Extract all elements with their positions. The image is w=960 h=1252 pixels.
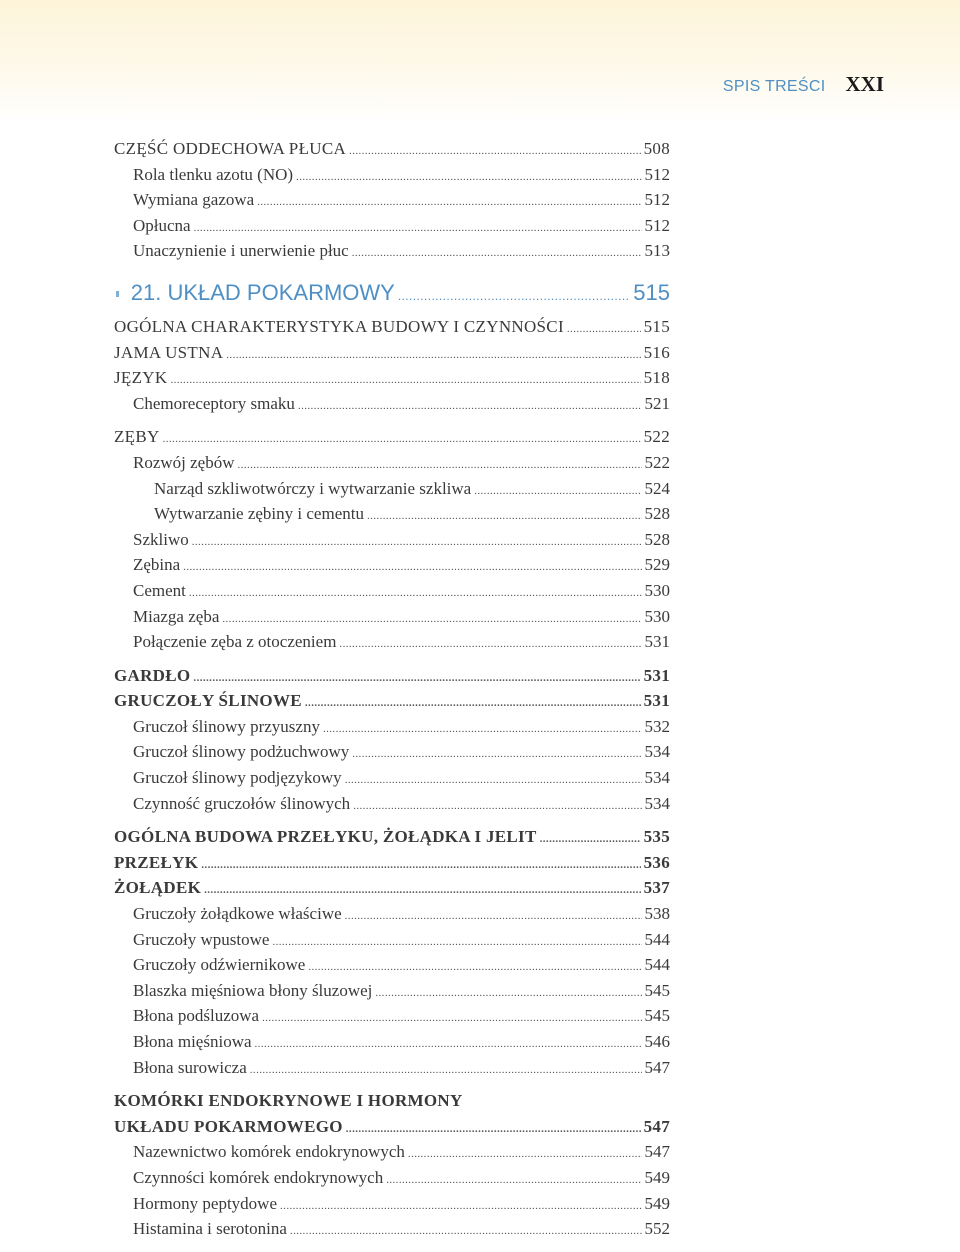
toc-entry-title: Hormony peptydowe bbox=[133, 1193, 278, 1213]
toc-entry-page: 534 bbox=[644, 793, 670, 813]
toc-dot-leader bbox=[567, 317, 641, 343]
toc-entry-page: 534 bbox=[644, 768, 670, 788]
toc-dot-leader bbox=[349, 139, 641, 165]
toc-entry-title: Unaczynienie i unerwienie płuc bbox=[133, 241, 349, 261]
toc-entry bbox=[114, 365, 670, 391]
page-number: XXI bbox=[845, 72, 884, 96]
toc-entry bbox=[114, 1139, 670, 1165]
running-header bbox=[723, 72, 884, 97]
toc-entry bbox=[114, 238, 670, 264]
toc-entry-title: Wytwarzanie zębiny i cementu bbox=[154, 504, 364, 524]
toc-entry bbox=[114, 791, 670, 817]
toc-entry bbox=[114, 450, 670, 476]
toc-entry-page: 515 bbox=[643, 316, 670, 336]
toc-entry-page: 512 bbox=[644, 190, 670, 210]
toc-entry-page: 547 bbox=[644, 1142, 670, 1162]
toc-dot-leader bbox=[345, 904, 642, 930]
toc-entry-title: Gruczoł ślinowy przyuszny bbox=[133, 716, 320, 736]
toc-entry bbox=[114, 952, 670, 978]
toc-entry-page: 513 bbox=[644, 241, 670, 261]
toc-entry-title: GRUCZOŁY ŚLINOWE bbox=[114, 691, 302, 711]
toc-entry-title: UKŁADU POKARMOWEGO bbox=[114, 1116, 343, 1136]
toc-entry bbox=[114, 424, 670, 450]
toc-entry-title: Gruczoły odźwiernikowe bbox=[133, 955, 306, 975]
toc-entry bbox=[114, 1029, 670, 1055]
toc-entry bbox=[114, 501, 670, 527]
toc-dot-leader bbox=[183, 555, 641, 581]
toc-entry bbox=[114, 1165, 670, 1191]
toc-dot-leader bbox=[386, 1168, 641, 1194]
toc-dot-leader bbox=[367, 504, 642, 530]
toc-dot-leader bbox=[189, 581, 642, 607]
toc-dot-leader bbox=[375, 981, 641, 1007]
toc-dot-leader bbox=[323, 717, 642, 743]
toc-dot-leader bbox=[262, 1006, 641, 1032]
toc-entry bbox=[114, 527, 670, 553]
toc-dot-leader bbox=[290, 1219, 642, 1245]
toc-entry-page: 508 bbox=[643, 139, 670, 158]
toc-entry-page: 538 bbox=[644, 904, 670, 924]
toc-entry-page: 549 bbox=[644, 1167, 670, 1187]
toc-entry-title: Błona podśluzowa bbox=[133, 1006, 260, 1026]
toc-entry-page: 528 bbox=[644, 504, 670, 524]
toc-entry-page: 521 bbox=[644, 393, 670, 413]
toc-entry-page: 547 bbox=[643, 1116, 670, 1136]
header-band bbox=[0, 0, 960, 124]
toc-entry-page: 544 bbox=[644, 955, 670, 975]
toc-entry-page: 522 bbox=[643, 427, 670, 447]
toc-entry-title: Wymiana gazowa bbox=[133, 190, 255, 210]
toc-entry bbox=[114, 213, 670, 239]
toc-entry bbox=[114, 1088, 670, 1114]
toc-entry-page: 516 bbox=[643, 342, 670, 362]
toc-entry-title: JĘZYK bbox=[114, 368, 168, 388]
toc-entry-title: Chemoreceptory smaku bbox=[133, 393, 295, 413]
toc-entry-page: 512 bbox=[644, 164, 670, 184]
toc-entry bbox=[114, 765, 670, 791]
toc-entry-page: 549 bbox=[644, 1193, 670, 1213]
toc-dot-leader bbox=[398, 277, 630, 315]
toc-entry bbox=[114, 1191, 670, 1217]
toc-dot-leader bbox=[280, 1194, 641, 1220]
toc-entry bbox=[114, 136, 670, 162]
toc-entry-title: Zębina bbox=[133, 555, 181, 575]
toc-entry-title: Opłucna bbox=[133, 215, 191, 235]
toc-entry bbox=[114, 1114, 670, 1140]
toc-entry-title: Rozwój zębów bbox=[133, 452, 235, 472]
toc-entry-title: ZĘBY bbox=[114, 427, 160, 447]
toc-dot-leader bbox=[257, 190, 641, 216]
toc-entry-page: 535 bbox=[643, 827, 670, 847]
toc-dot-leader bbox=[353, 794, 641, 820]
toc-entry-title: OGÓLNA BUDOWA PRZEŁYKU, ŻOŁĄDKA I JELIT bbox=[114, 827, 537, 847]
toc-entry-page: 547 bbox=[644, 1057, 670, 1077]
toc-entry-title: GARDŁO bbox=[114, 665, 191, 685]
toc-entry bbox=[114, 714, 670, 740]
toc-dot-leader bbox=[339, 632, 641, 658]
toc-entry-page: 531 bbox=[643, 691, 670, 711]
toc-entry-title: Błona surowicza bbox=[133, 1057, 247, 1077]
toc-entry-page: 537 bbox=[643, 878, 670, 898]
toc-entry-title: Szkliwo bbox=[133, 529, 189, 549]
toc-entry-title: Połączenie zęba z otoczeniem bbox=[133, 632, 337, 652]
toc-entry-title: PRZEŁYK bbox=[114, 852, 199, 872]
toc-entry bbox=[114, 552, 670, 578]
toc-entry-title: Blaszka mięśniowa błony śluzowej bbox=[133, 980, 373, 1000]
toc-entry-page: 532 bbox=[644, 716, 670, 736]
toc-dot-leader bbox=[296, 165, 641, 191]
toc-entry-title: Czynność gruczołów ślinowych bbox=[133, 793, 351, 813]
toc-entry bbox=[114, 340, 670, 366]
toc-entry bbox=[114, 1055, 670, 1081]
section-title: SPIS TREŚCI bbox=[722, 78, 826, 95]
toc-entry bbox=[114, 162, 670, 188]
toc-entry-page: 528 bbox=[644, 529, 670, 549]
toc-dot-leader bbox=[192, 530, 642, 556]
toc-entry-title: KOMÓRKI ENDOKRYNOWE I HORMONY bbox=[114, 1091, 463, 1111]
toc-entry-page: 518 bbox=[643, 368, 670, 388]
toc-entry-page: 515 bbox=[633, 279, 670, 305]
toc-dot-leader bbox=[298, 394, 642, 420]
table-of-contents bbox=[114, 136, 670, 1242]
toc-chapter-entry bbox=[114, 274, 670, 312]
toc-entry bbox=[114, 927, 670, 953]
toc-entry-title: ŻOŁĄDEK bbox=[114, 878, 202, 898]
toc-entry-title: Histamina i serotonina bbox=[133, 1219, 287, 1239]
toc-entry bbox=[114, 978, 670, 1004]
toc-dot-leader bbox=[352, 742, 641, 768]
toc-dot-leader bbox=[272, 930, 641, 956]
toc-entry-title: Cement bbox=[133, 580, 186, 600]
toc-dot-leader bbox=[408, 1142, 642, 1168]
toc-dot-leader bbox=[352, 241, 642, 267]
toc-entry bbox=[114, 739, 670, 765]
toc-entry-title: Gruczoł ślinowy podżuchwowy bbox=[133, 742, 350, 762]
toc-entry bbox=[114, 663, 670, 689]
toc-dot-leader bbox=[250, 1058, 642, 1084]
toc-dot-leader bbox=[226, 343, 640, 369]
toc-entry bbox=[114, 824, 670, 850]
toc-entry bbox=[114, 901, 670, 927]
toc-entry-page: 522 bbox=[644, 452, 670, 472]
toc-entry-page: 530 bbox=[644, 606, 670, 626]
toc-entry-title: Rola tlenku azotu (NO) bbox=[133, 164, 294, 184]
toc-entry bbox=[114, 604, 670, 630]
toc-entry bbox=[114, 850, 670, 876]
toc-entry bbox=[114, 629, 670, 655]
toc-entry bbox=[114, 476, 670, 502]
toc-entry-page: 544 bbox=[644, 929, 670, 949]
toc-entry-title: Narząd szkliwotwórczy i wytwarzanie szkliwa bbox=[154, 478, 472, 498]
toc-entry-title: CZĘŚĆ ODDECHOWA PŁUCA bbox=[114, 139, 347, 158]
toc-entry-page: 546 bbox=[644, 1032, 670, 1051]
toc-entry bbox=[114, 875, 670, 901]
toc-entry bbox=[114, 1003, 670, 1029]
toc-dot-leader bbox=[201, 853, 640, 879]
chapter-marker-icon bbox=[116, 291, 119, 297]
toc-entry-title: OGÓLNA CHARAKTERYSTYKA BUDOWY I CZYNNOŚCI bbox=[114, 316, 564, 336]
toc-entry bbox=[114, 578, 670, 604]
toc-entry-page: 531 bbox=[643, 665, 670, 685]
toc-dot-leader bbox=[345, 768, 642, 794]
toc-entry-title: Gruczoł ślinowy podjęzykowy bbox=[133, 768, 342, 788]
toc-entry-title: Czynności komórek endokrynowych bbox=[133, 1167, 384, 1187]
toc-entry-title: Gruczoły żołądkowe właściwe bbox=[133, 904, 342, 924]
toc-entry-title: Błona mięśniowa bbox=[133, 1032, 252, 1051]
toc-entry-page: 545 bbox=[644, 980, 670, 1000]
toc-dot-leader bbox=[474, 479, 641, 505]
toc-entry-page: 536 bbox=[643, 852, 670, 872]
toc-entry bbox=[114, 1216, 670, 1242]
toc-entry bbox=[114, 314, 670, 340]
toc-entry bbox=[114, 688, 670, 714]
toc-entry-page: 524 bbox=[644, 478, 670, 498]
toc-entry-title: Miazga zęba bbox=[133, 606, 220, 626]
toc-entry-page: 529 bbox=[644, 555, 670, 575]
toc-dot-leader bbox=[255, 1032, 642, 1058]
toc-entry-page: 534 bbox=[644, 742, 670, 762]
toc-entry-page: 531 bbox=[644, 632, 670, 652]
toc-entry-page: 552 bbox=[644, 1219, 670, 1239]
toc-dot-leader bbox=[540, 827, 641, 853]
toc-entry-title: 21. UKŁAD POKARMOWY bbox=[130, 279, 395, 305]
toc-entry-page: 545 bbox=[644, 1006, 670, 1026]
toc-entry-page: 530 bbox=[644, 580, 670, 600]
toc-dot-leader bbox=[305, 691, 641, 717]
toc-entry-title: Nazewnictwo komórek endokrynowych bbox=[133, 1142, 405, 1162]
toc-entry bbox=[114, 187, 670, 213]
toc-entry bbox=[114, 391, 670, 417]
toc-entry-title: JAMA USTNA bbox=[114, 342, 224, 362]
toc-entry-title: Gruczoły wpustowe bbox=[133, 929, 270, 949]
toc-entry-page: 512 bbox=[644, 215, 670, 235]
